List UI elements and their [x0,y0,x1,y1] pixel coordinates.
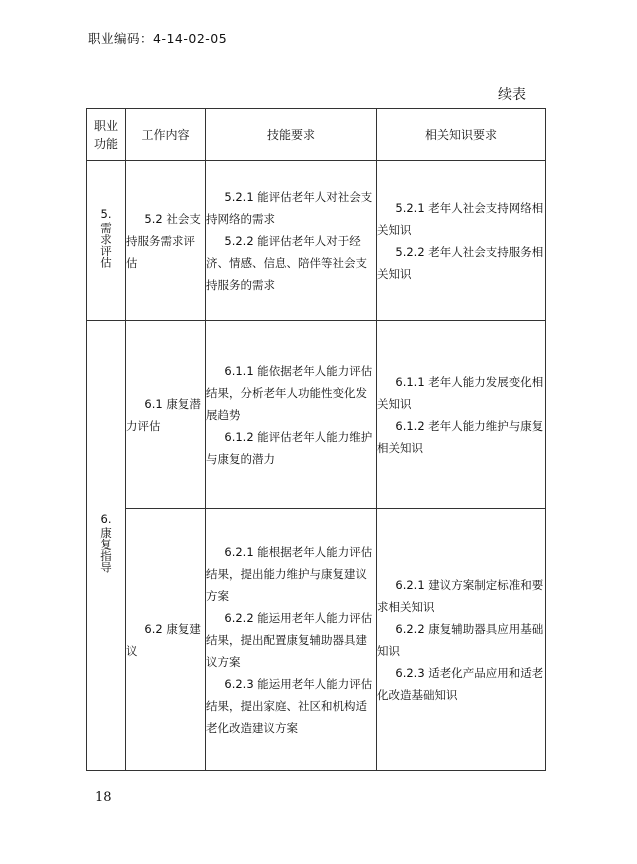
table-header-row [87,109,546,161]
knowledge-item: 5.2.1 老年人社会支持网络相关知识 [377,200,544,237]
skill-item: 6.2.3 能运用老年人能力评估结果，提出家庭、社区和机构适老化改造建议方案 [206,676,373,735]
page-number: 18 [95,790,112,805]
knowledge-item: 5.2.2 老年人社会支持服务相关知识 [377,244,544,281]
knowledge-item: 6.1.1 老年人能力发展变化相关知识 [377,374,544,411]
table-row [87,509,546,771]
function-number: 5. [100,207,112,221]
knowledge-item: 6.1.2 老年人能力维护与康复相关知识 [377,418,544,455]
occupation-code: 职业编码：4-14-02-05 [88,31,228,46]
function-name: 需求评估 [99,222,113,268]
skill-item: 6.1.1 能依据老年人能力评估结果，分析老年人功能性变化发展趋势 [206,363,373,422]
work-content: 6.1 康复潜力评估 [126,396,201,433]
column-header-knowledge: 相关知识要求 [377,109,546,161]
column-header-content: 工作内容 [126,109,206,161]
continued-label: 续表 [498,87,526,103]
function-name: 康复指导 [99,527,113,573]
skill-item: 6.2.1 能根据老年人能力评估结果，提出能力维护与康复建议方案 [206,544,373,603]
skills-cell [206,321,377,509]
knowledge-item: 6.2.1 建议方案制定标准和要求相关知识 [377,577,544,614]
skills-table [86,108,546,771]
skill-item: 6.2.2 能运用老年人能力评估结果，提出配置康复辅助器具建议方案 [206,610,373,669]
skills-cell [206,161,377,321]
work-content-cell [126,509,206,771]
skill-item: 6.1.2 能评估老年人能力维护与康复的潜力 [206,429,373,466]
knowledge-cell [377,321,546,509]
work-content-cell [126,161,206,321]
skill-item: 5.2.1 能评估老年人对社会支持网络的需求 [206,189,373,226]
table-row [87,161,546,321]
work-content-cell [126,321,206,509]
knowledge-item: 6.2.2 康复辅助器具应用基础知识 [377,621,544,658]
column-header-skills: 技能要求 [206,109,377,161]
work-content: 6.2 康复建议 [126,621,201,658]
function-number: 6. [100,512,112,526]
column-header-function: 职业 功能 [87,109,126,161]
knowledge-cell [377,509,546,771]
work-content: 5.2 社会支持服务需求评估 [126,211,201,270]
table-row [87,321,546,509]
skills-cell [206,509,377,771]
knowledge-item: 6.2.3 适老化产品应用和适老化改造基础知识 [377,665,544,702]
skill-item: 5.2.2 能评估老年人对于经济、情感、信息、陪伴等社会支持服务的需求 [206,233,367,292]
knowledge-cell [377,161,546,321]
function-cell-5 [87,161,126,321]
function-cell-6 [87,321,126,771]
